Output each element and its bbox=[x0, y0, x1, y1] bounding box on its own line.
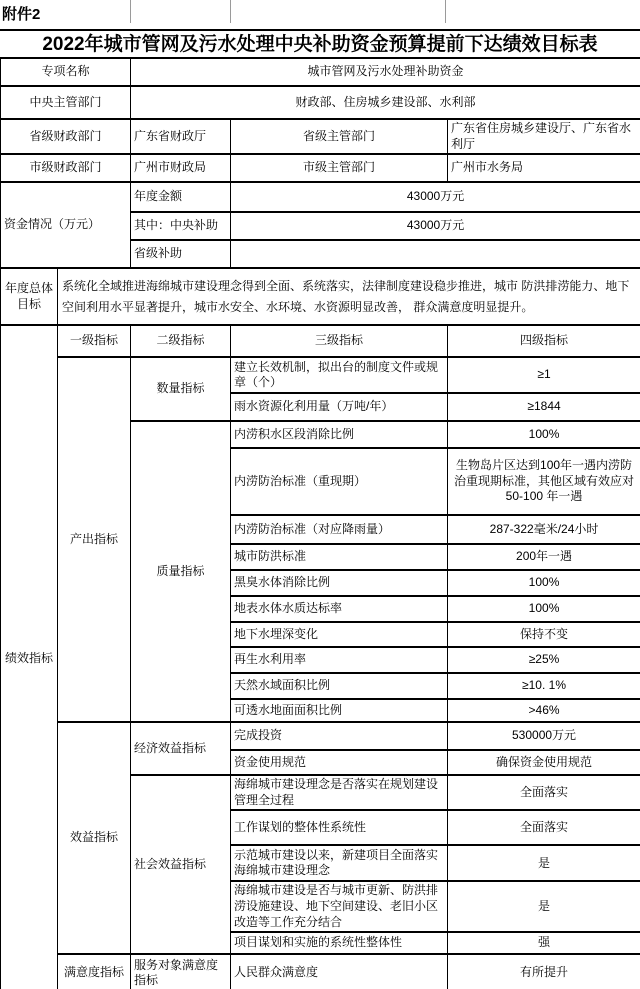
indicator-l3: 黑臭水体消除比例 bbox=[231, 570, 448, 596]
city-dept-value: 广州市水务局 bbox=[448, 154, 640, 182]
funding-row-label: 其中：中央补助 bbox=[131, 212, 231, 240]
indicator-l3: 示范城市建设以来，新建项目全面落实海绵城市建设理念 bbox=[231, 845, 448, 881]
indicator-l4: >46% bbox=[448, 699, 640, 722]
indicator-l4: ≥25% bbox=[448, 647, 640, 673]
header-level2: 二级指标 bbox=[131, 325, 231, 357]
level2-social: 社会效益指标 bbox=[131, 775, 231, 954]
level2-quality: 质量指标 bbox=[131, 421, 231, 722]
indicator-l3: 海绵城市建设是否与城市更新、防洪排涝设施建设、地下空间建设、老旧小区改造等工作充分结合 bbox=[231, 881, 448, 932]
indicator-l4: 100% bbox=[448, 421, 640, 448]
indicator-l3: 内涝积水区段消除比例 bbox=[231, 421, 448, 448]
indicator-l4: 全面落实 bbox=[448, 810, 640, 845]
city-finance-label: 市级财政部门 bbox=[1, 154, 131, 182]
funding-row-value bbox=[231, 240, 640, 268]
indicator-l4: 287-322毫米/24小时 bbox=[448, 515, 640, 544]
indicator-l4: 有所提升 bbox=[448, 954, 640, 989]
faint-gridline bbox=[445, 0, 446, 23]
indicator-l4: 强 bbox=[448, 932, 640, 954]
provincial-finance-label: 省级财政部门 bbox=[1, 119, 131, 154]
indicator-l3: 可透水地面面积比例 bbox=[231, 699, 448, 722]
indicator-l4: 530000万元 bbox=[448, 722, 640, 750]
indicator-l3: 海绵城市建设理念是否落实在规划建设管理全过程 bbox=[231, 775, 448, 810]
special-name-value: 城市管网及污水处理补助资金 bbox=[131, 58, 640, 86]
indicator-l3: 再生水利用率 bbox=[231, 647, 448, 673]
indicator-l3: 内涝防治标准（对应降雨量） bbox=[231, 515, 448, 544]
attachment-row bbox=[0, 0, 640, 29]
funding-row-value: 43000万元 bbox=[231, 212, 640, 240]
attachment-label: 附件2 bbox=[2, 6, 41, 23]
indicator-l3: 天然水域面积比例 bbox=[231, 673, 448, 699]
indicator-l3: 完成投资 bbox=[231, 722, 448, 750]
level1-benefit: 效益指标 bbox=[58, 722, 131, 954]
special-name-label: 专项名称 bbox=[1, 58, 131, 86]
indicator-l3: 人民群众满意度 bbox=[231, 954, 448, 989]
indicator-l3: 资金使用规范 bbox=[231, 750, 448, 775]
indicator-l4: 是 bbox=[448, 845, 640, 881]
level2-quantity: 数量指标 bbox=[131, 357, 231, 421]
header-level1: 一级指标 bbox=[58, 325, 131, 357]
indicator-l4: 100% bbox=[448, 596, 640, 622]
indicator-l4: 全面落实 bbox=[448, 775, 640, 810]
indicator-l3: 项目谋划和实施的系统性整体性 bbox=[231, 932, 448, 954]
provincial-dept-value: 广东省住房城乡建设厅、广东省水利厅 bbox=[448, 119, 640, 154]
indicator-l4: 是 bbox=[448, 881, 640, 932]
city-dept-label: 市级主管部门 bbox=[231, 154, 448, 182]
performance-target-table bbox=[0, 57, 640, 989]
level2-economic: 经济效益指标 bbox=[131, 722, 231, 775]
level2-service: 服务对象满意度指标 bbox=[131, 954, 231, 989]
indicator-l3: 建立长效机制，拟出台的制度文件或规章（个） bbox=[231, 357, 448, 393]
annual-goal-label: 年度总体目标 bbox=[1, 268, 58, 325]
indicator-l4: 200年一遇 bbox=[448, 544, 640, 570]
indicator-l3: 城市防洪标准 bbox=[231, 544, 448, 570]
city-finance-value: 广州市财政局 bbox=[131, 154, 231, 182]
level1-satisfaction: 满意度指标 bbox=[58, 954, 131, 989]
provincial-dept-label: 省级主管部门 bbox=[231, 119, 448, 154]
indicator-l4: 确保资金使用规范 bbox=[448, 750, 640, 775]
indicator-l3: 地下水埋深变化 bbox=[231, 622, 448, 647]
performance-row-label: 绩效指标 bbox=[1, 325, 58, 989]
annual-goal-text: 系统化全域推进海绵城市建设理念得到全面、系统落实，法律制度建设稳步推进，城市 防洪排涝能力、地下空间利用水平显著提升，城市水安全、水环境、水资源明显改善， 群众满意度明显提升。 bbox=[58, 268, 640, 325]
header-level3: 三级指标 bbox=[231, 325, 448, 357]
funding-label: 资金情况（万元） bbox=[1, 182, 131, 268]
indicator-l4: 保持不变 bbox=[448, 622, 640, 647]
central-dept-value: 财政部、住房城乡建设部、水利部 bbox=[131, 86, 640, 119]
indicator-l4: 生物岛片区达到100年一遇内涝防治重现期标准，其他区域有效应对50-100 年一遇 bbox=[448, 448, 640, 515]
page-title: 2022年城市管网及污水处理中央补助资金预算提前下达绩效目标表 bbox=[0, 29, 640, 57]
indicator-l3: 内涝防治标准（重现期） bbox=[231, 448, 448, 515]
central-dept-label: 中央主管部门 bbox=[1, 86, 131, 119]
funding-row-label: 年度金额 bbox=[131, 182, 231, 212]
indicator-l4: ≥10. 1% bbox=[448, 673, 640, 699]
indicator-l3: 雨水资源化利用量（万吨/年） bbox=[231, 393, 448, 421]
indicator-l4: ≥1844 bbox=[448, 393, 640, 421]
funding-row-label: 省级补助 bbox=[131, 240, 231, 268]
indicator-l4: ≥1 bbox=[448, 357, 640, 393]
indicator-l4: 100% bbox=[448, 570, 640, 596]
indicator-l3: 地表水体水质达标率 bbox=[231, 596, 448, 622]
faint-gridline bbox=[130, 0, 131, 23]
provincial-finance-value: 广东省财政厅 bbox=[131, 119, 231, 154]
level1-output: 产出指标 bbox=[58, 357, 131, 722]
faint-gridline bbox=[230, 0, 231, 23]
header-level4: 四级指标 bbox=[448, 325, 640, 357]
indicator-l3: 工作谋划的整体性系统性 bbox=[231, 810, 448, 845]
funding-row-value: 43000万元 bbox=[231, 182, 640, 212]
